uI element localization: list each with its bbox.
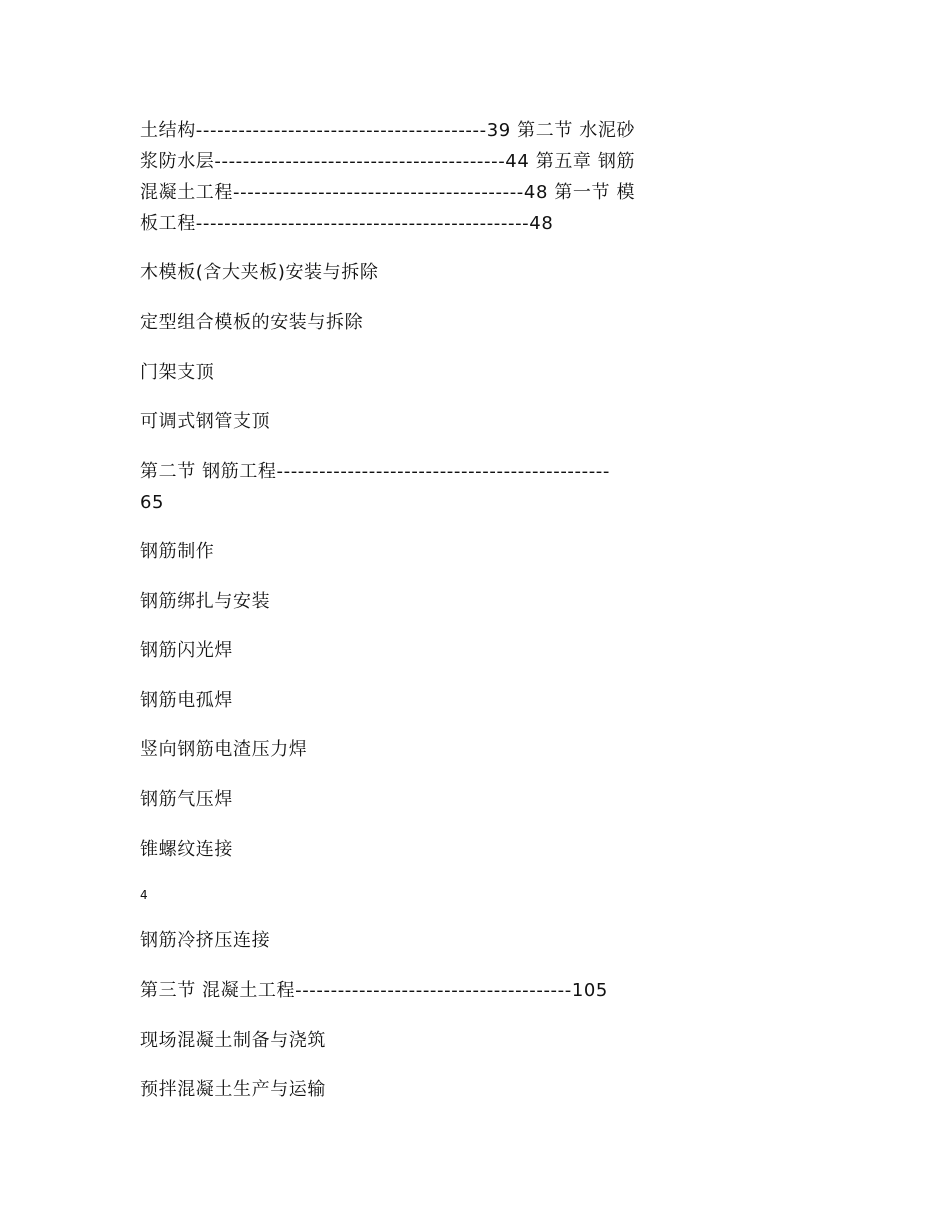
toc-entry: 钢筋绑扎与安装 (140, 591, 271, 612)
toc-line: 浆防水层-----------------------------------------44 第五章 钢筋 (140, 151, 636, 172)
toc-entry: 预拌混凝土生产与运输 (140, 1079, 326, 1100)
toc-entry: 钢筋闪光焊 (140, 640, 233, 661)
toc-line: 土结构-----------------------------------------39 第二节 水泥砂 (140, 120, 636, 141)
toc-entry: 定型组合模板的安装与拆除 (140, 312, 364, 333)
toc-entry-page: 65 (140, 492, 165, 513)
toc-entry: 可调式钢管支顶 (140, 411, 271, 432)
toc-entry: 钢筋气压焊 (140, 789, 233, 810)
toc-entry: 钢筋冷挤压连接 (140, 930, 271, 951)
toc-entry: 竖向钢筋电渣压力焊 (140, 739, 308, 760)
toc-entry: 锥螺纹连接 (140, 839, 233, 860)
page-number: 4 (140, 888, 148, 902)
toc-entry: 第三节 混凝土工程---------------------------------------105 (140, 980, 608, 1001)
toc-entry: 钢筋制作 (140, 541, 215, 562)
toc-entry: 现场混凝土制备与浇筑 (140, 1030, 326, 1051)
toc-entry: 第二节 钢筋工程----------------------------------------------- (140, 461, 610, 482)
toc-entry: 木模板(含大夹板)安装与拆除 (140, 262, 379, 283)
toc-line: 板工程-----------------------------------------------48 (140, 213, 554, 234)
toc-line: 混凝土工程-----------------------------------------48 第一节 模 (140, 182, 636, 203)
toc-entry: 钢筋电孤焊 (140, 690, 233, 711)
toc-entry: 门架支顶 (140, 362, 215, 383)
